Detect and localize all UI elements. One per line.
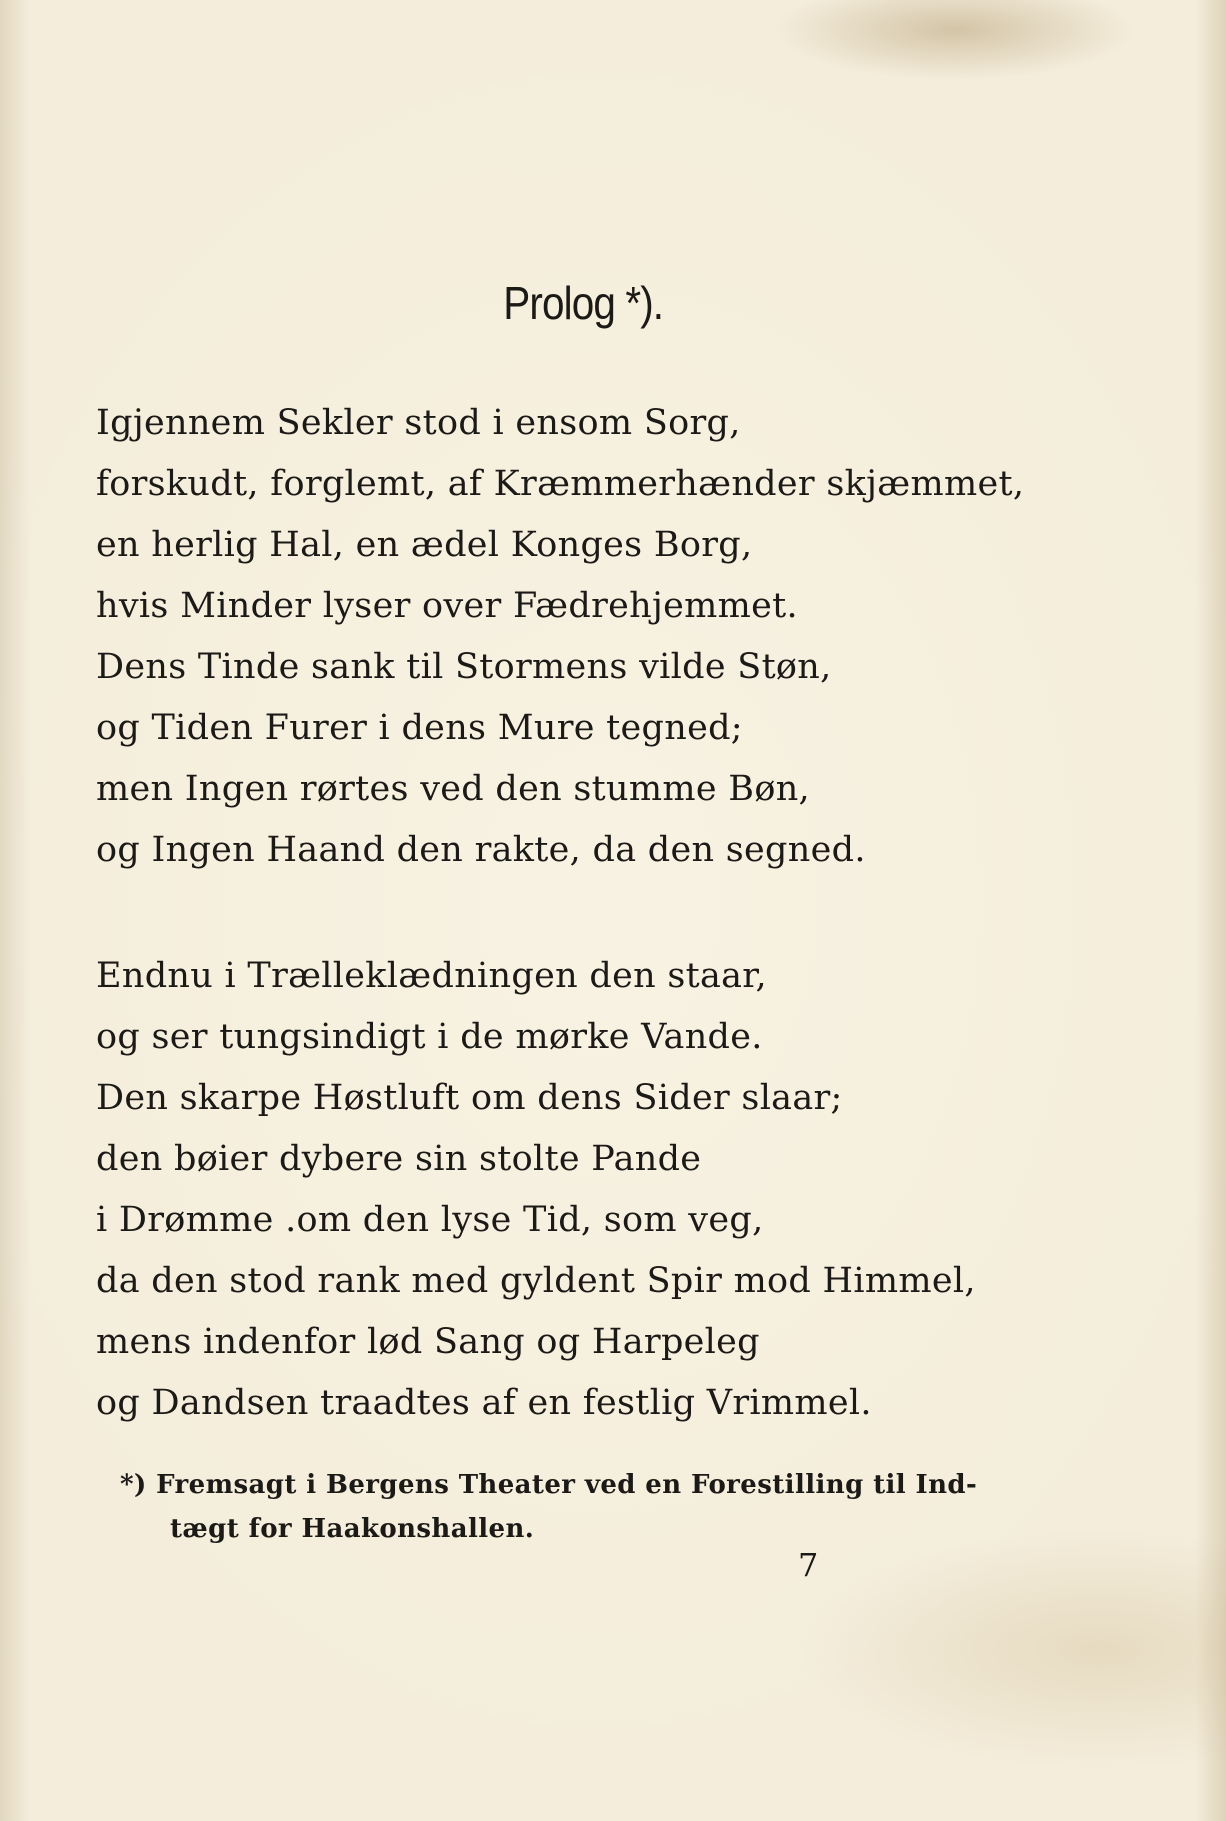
verse-line: en herlig Hal, en ædel Konges Borg,	[96, 525, 753, 565]
footnote	[120, 1463, 1020, 1551]
verse-line: og ser tungsindigt i de mørke Vande.	[96, 1017, 763, 1057]
verse-line: og Dandsen traadtes af en festlig Vrimmel.	[96, 1383, 872, 1423]
verse-line: forskudt, forglemt, af Kræmmerhænder skjæmmet,	[96, 464, 1025, 504]
verse-line: Endnu i Trælleklædningen den staar,	[96, 956, 767, 996]
verse-line: men Ingen rørtes ved den stumme Bøn,	[96, 769, 810, 809]
poem-title: Prolog *).	[503, 277, 664, 329]
verse-line: Den skarpe Høstluft om dens Sider slaar;	[96, 1078, 843, 1118]
page-number: 7	[798, 1546, 819, 1584]
verse-line: Dens Tinde sank til Stormens vilde Støn,	[96, 647, 832, 687]
verse-line: mens indenfor lød Sang og Harpeleg	[96, 1322, 760, 1362]
verse-line: hvis Minder lyser over Fædrehjemmet.	[96, 586, 798, 626]
verse-line: Igjennem Sekler stod i ensom Sorg,	[96, 403, 741, 443]
footnote-line: *) Fremsagt i Bergens Theater ved en Forestilling til Ind-	[120, 1470, 978, 1500]
verse-line: den bøier dybere sin stolte Pande	[96, 1139, 702, 1179]
verse-line: og Ingen Haand den rakte, da den segned.	[96, 830, 866, 870]
verse-line: og Tiden Furer i dens Mure tegned;	[96, 708, 743, 748]
stanza-1	[96, 393, 1024, 881]
verse-line: da den stod rank med gyldent Spir mod Himmel,	[96, 1261, 976, 1301]
verse-line: i Drømme .om den lyse Tid, som veg,	[96, 1200, 764, 1240]
footnote-line: tægt for Haakonshallen.	[170, 1514, 535, 1544]
stanza-2	[96, 946, 976, 1434]
